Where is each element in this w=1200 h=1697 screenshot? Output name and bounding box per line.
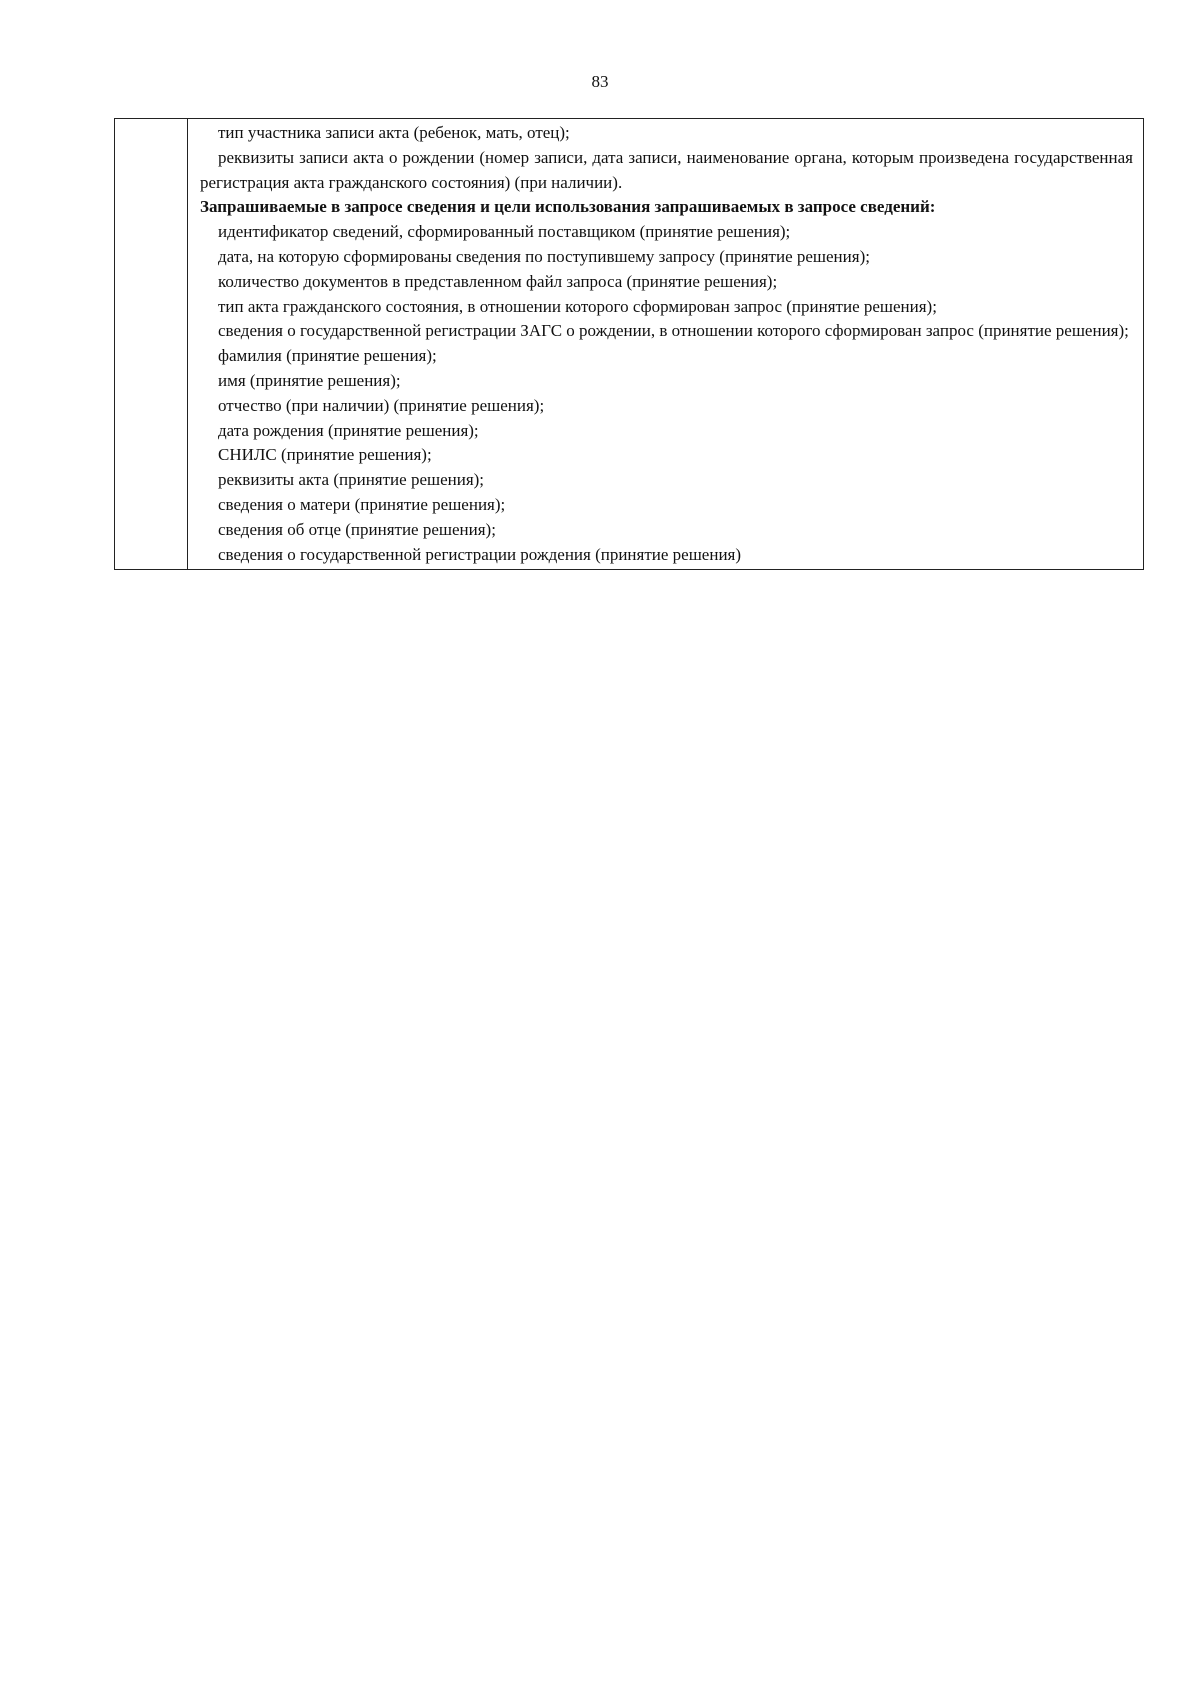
content-line: тип акта гражданского состояния, в отношении которого сформирован запрос (принятие решения);	[218, 296, 937, 316]
content-line: сведения о государственной регистрации рождения (принятие решения)	[218, 544, 742, 564]
row-content-cell	[188, 119, 1144, 570]
content-line: сведения об отце (принятие решения);	[218, 519, 496, 539]
content-line: дата, на которую сформированы сведения по поступившему запросу (принятие решения);	[218, 246, 870, 266]
page-number: 83	[591, 72, 609, 91]
content-line: сведения о матери (принятие решения);	[218, 494, 506, 514]
content-line: количество документов в представленном файл запроса (принятие решения);	[218, 271, 778, 291]
document-table	[114, 118, 1144, 570]
content-line: реквизиты акта (принятие решения);	[218, 470, 485, 490]
row-number-cell	[115, 119, 188, 570]
content-line: имя (принятие решения);	[218, 370, 401, 390]
content-line: дата рождения (принятие решения);	[218, 420, 479, 440]
content-line: реквизиты записи акта о рождении (номер записи, дата записи, наименование органа, которым произведена государственная регистрация акта гражданского состояния) (при наличии).	[200, 147, 1133, 192]
content-line: СНИЛС (принятие решения);	[218, 445, 432, 465]
content-line: тип участника записи акта (ребенок, мать, отец);	[218, 123, 570, 142]
section-heading: Запрашиваемые в запросе сведения и цели использования запрашиваемых в запросе сведений:	[200, 197, 936, 217]
table-row	[115, 119, 1144, 570]
content-line: сведения о государственной регистрации ЗАГС о рождении, в отношении которого сформирован запрос (принятие решения);	[218, 321, 1129, 341]
content-line: фамилия (принятие решения);	[218, 346, 437, 366]
content-line: идентификатор сведений, сформированный поставщиком (принятие решения);	[218, 222, 791, 242]
content-line: отчество (при наличии) (принятие решения);	[218, 395, 545, 415]
